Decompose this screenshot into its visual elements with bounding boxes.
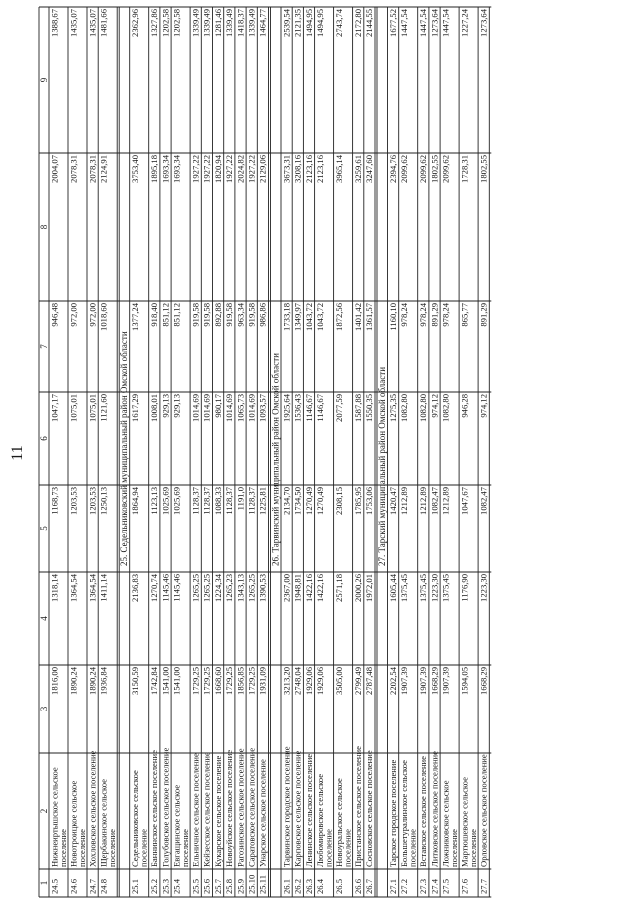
tariff-value: 1128,37: [201, 487, 212, 515]
tariff-value: 1227,24: [459, 9, 470, 37]
tariff-value: 1361,57: [364, 303, 375, 331]
settlement-name: Ленинское сельское поселение: [303, 753, 314, 867]
settlement-name: Новоуйское сельское поселение: [224, 749, 235, 867]
tariff-value: 986,86: [257, 303, 268, 327]
tariff-value: 1168,73: [49, 487, 60, 515]
page-number: 11: [9, 445, 26, 461]
tariff-value: 1364,54: [87, 574, 98, 602]
tariff-value: 1927,22: [190, 155, 201, 183]
tariff-value: 1907,39: [418, 667, 429, 695]
tariff-value: 1390,53: [257, 574, 268, 602]
tariff-value: 1907,39: [440, 667, 451, 695]
tariff-value: 2787,48: [364, 667, 375, 695]
row-number: 26.7: [364, 878, 375, 894]
section-title: 27. Тарский муниципальный район Омской области: [377, 366, 387, 566]
row-number: 25.6: [201, 878, 212, 894]
tariff-value: 1677,52: [387, 9, 398, 37]
settlement-name: Мартюшевское сельское: [459, 777, 470, 867]
tariff-value: 972,00: [68, 303, 79, 327]
row-number: 25.4: [171, 878, 182, 894]
tariff-value: 1160,10: [387, 303, 398, 331]
tariff-value: 1785,95: [353, 487, 363, 515]
row-number: 24.7: [87, 878, 98, 894]
tariff-value: 2134,70: [281, 487, 292, 515]
row-number: 25.2: [149, 878, 160, 894]
tariff-value: 1927,22: [201, 155, 212, 183]
tariff-value: 3150,59: [130, 667, 141, 695]
tariff-value: 3965,14: [334, 155, 344, 183]
tariff-value: 1729,25: [190, 667, 201, 695]
tariff-value: 2121,35: [292, 9, 303, 37]
tariff-value: 1948,81: [292, 574, 303, 602]
tariff-value: 1907,39: [399, 667, 410, 695]
tariff-value: 918,40: [149, 303, 160, 327]
tariff-value: 1375,45: [399, 574, 410, 602]
tariff-value: 2799,49: [353, 667, 363, 695]
tariff-value: 1145,46: [160, 574, 171, 602]
tariff-value: 1734,50: [292, 487, 303, 515]
tariff-value: 1339,49: [224, 9, 235, 37]
tariff-value: 1082,80: [399, 394, 410, 422]
tariff-table: [9, 7, 491, 897]
settlement-name: Евгащинское сельское: [171, 784, 182, 867]
settlement-name: поселение: [180, 829, 191, 867]
column-number: 3: [39, 706, 49, 712]
tariff-value: 2099,62: [440, 155, 451, 183]
row-number: 24.5: [49, 878, 60, 894]
tariff-value: 980,17: [212, 394, 223, 418]
tariff-value: 1605,44: [387, 574, 398, 602]
column-number: 9: [39, 77, 49, 83]
tariff-value: 1123,13: [149, 487, 160, 515]
tariff-value: 1929,06: [303, 667, 314, 695]
tariff-value: 1668,29: [478, 667, 489, 695]
tariff-value: 1273,64: [478, 9, 489, 37]
tariff-value: 1375,45: [440, 574, 451, 602]
tariff-value: 1265,25: [246, 574, 257, 602]
tariff-value: 1668,60: [212, 667, 223, 695]
tariff-value: 1890,24: [68, 667, 79, 695]
settlement-name: поселение: [77, 829, 87, 867]
tariff-value: 865,77: [459, 303, 470, 327]
tariff-value: 891,29: [478, 303, 489, 327]
tariff-value: 1047,17: [49, 394, 60, 422]
tariff-value: 1587,88: [353, 394, 363, 422]
settlement-name: поселение: [407, 829, 418, 867]
row-number: 26.5: [334, 878, 344, 894]
tariff-value: 1047,67: [459, 487, 470, 515]
row-number: 27.6: [459, 878, 470, 894]
tariff-value: 1223,30: [429, 574, 440, 602]
settlement-name: Саратовское сельское поселение: [246, 747, 257, 867]
tariff-value: 2099,62: [418, 155, 429, 183]
row-number: 26.3: [303, 878, 314, 894]
tariff-value: 1018,60: [98, 303, 109, 331]
tariff-value: 1327,86: [149, 9, 160, 37]
section-title: 26. Тарвинский муниципальный район Омской области: [270, 353, 281, 566]
settlement-name: поселение: [342, 829, 353, 867]
settlement-name: Новотроицкое сельское: [68, 780, 79, 867]
table-cells: [39, 8, 489, 894]
settlement-name: Баннинское сельское поселение: [149, 750, 160, 867]
tariff-value: 1377,24: [130, 303, 141, 331]
tariff-value: 3208,16: [292, 155, 303, 183]
tariff-value: 974,12: [478, 394, 489, 418]
tariff-value: 3247,60: [364, 155, 375, 183]
tariff-value: 1728,31: [459, 155, 470, 183]
row-number: 24.6: [68, 878, 79, 894]
tariff-value: 2123,16: [315, 155, 325, 183]
tariff-value: 1594,05: [459, 667, 470, 695]
tariff-value: 1265,23: [224, 574, 235, 602]
tariff-value: 919,58: [224, 303, 235, 327]
tariff-value: 1339,49: [201, 9, 212, 37]
tariff-value: 2123,16: [303, 155, 314, 183]
tariff-value: 929,13: [160, 394, 171, 418]
tariff-value: 1401,42: [353, 303, 363, 331]
tariff-value: 2099,62: [399, 155, 410, 183]
tariff-value: 3673,31: [281, 155, 292, 183]
tariff-value: 1128,37: [224, 487, 235, 515]
tariff-value: 1693,34: [160, 155, 171, 183]
tariff-value: 1128,37: [246, 487, 257, 515]
tariff-value: 3213,20: [281, 667, 292, 695]
settlement-name: Щербакинское сельское: [98, 779, 109, 867]
tariff-value: 2004,07: [49, 155, 60, 183]
settlement-name: поселение: [468, 829, 479, 867]
tariff-value: 1224,34: [212, 574, 223, 602]
tariff-value: 1931,09: [257, 667, 268, 695]
settlement-name: Сосновское сельское поселение: [364, 750, 375, 867]
settlement-name: Тарское городское поселение: [387, 759, 398, 867]
tariff-value: 1435,07: [68, 9, 79, 37]
tariff-value: 3505,00: [334, 667, 344, 695]
tariff-value: 2539,54: [281, 9, 292, 37]
tariff-value: 1972,01: [364, 574, 375, 602]
tariff-value: 1375,45: [418, 574, 429, 602]
tariff-value: 1212,89: [440, 487, 451, 515]
tariff-value: 1176,90: [459, 574, 470, 602]
tariff-value: 1250,13: [98, 487, 109, 515]
settlement-name: Седельниковское сельское: [130, 770, 141, 867]
tariff-value: 1270,49: [315, 487, 325, 515]
tariff-value: 2024,82: [235, 155, 246, 183]
tariff-value: 1890,24: [87, 667, 98, 695]
row-number: 25.11: [257, 874, 268, 894]
tariff-value: 1265,25: [201, 574, 212, 602]
tariff-value: 1043,72: [303, 303, 314, 331]
tariff-value: 1422,16: [303, 574, 314, 602]
tariff-value: 946,28: [459, 394, 470, 418]
tariff-value: 978,24: [440, 303, 451, 327]
tariff-value: 851,12: [171, 303, 182, 327]
tariff-value: 1802,55: [429, 155, 440, 183]
tariff-value: 1733,18: [281, 303, 292, 331]
settlement-name: Ложниковское сельское: [440, 780, 451, 867]
row-number: 26.1: [281, 878, 292, 894]
tariff-value: 3753,40: [130, 155, 141, 183]
tariff-value: 2308,15: [334, 487, 344, 515]
tariff-value: 1265,25: [190, 574, 201, 602]
tariff-value: 2571,18: [334, 574, 344, 602]
row-number: 25.7: [212, 878, 223, 894]
tariff-value: 1339,49: [246, 9, 257, 37]
tariff-value: 1388,67: [49, 9, 60, 37]
row-number: 26.2: [292, 878, 303, 894]
settlement-name: Большетуралинское сельское: [399, 760, 410, 867]
settlement-name: Карповское сельское поселение: [292, 750, 303, 867]
tariff-value: 1318,14: [49, 574, 60, 602]
column-number: 1: [39, 880, 49, 886]
tariff-value: 1411,14: [98, 574, 109, 602]
tariff-value: 1128,37: [190, 487, 201, 515]
tariff-value: 2202,54: [387, 667, 398, 695]
tariff-value: 2748,04: [292, 667, 303, 695]
tariff-value: 1729,25: [224, 667, 235, 695]
tariff-value: 2124,91: [98, 155, 109, 183]
tariff-value: 1281,46: [212, 9, 223, 37]
row-number: 25.8: [224, 878, 235, 894]
tariff-value: 2136,83: [130, 574, 141, 602]
tariff-value: 1494,95: [315, 9, 325, 37]
tariff-value: 1082,47: [478, 487, 489, 515]
settlement-name: Нижнеиртышское сельское: [49, 767, 60, 867]
settlement-name: Литковское сельское поселение: [429, 751, 440, 867]
tariff-value: 2144,55: [364, 9, 375, 37]
tariff-value: 1927,22: [224, 155, 235, 183]
tariff-value: 1925,64: [281, 394, 292, 422]
tariff-value: 1668,29: [429, 667, 440, 695]
column-number: 4: [39, 616, 49, 621]
tariff-value: 1541,00: [171, 667, 182, 695]
tariff-value: 1025,69: [160, 487, 171, 515]
tariff-value: 1075,01: [68, 394, 79, 422]
tariff-value: 1929,06: [315, 667, 325, 695]
row-number: 25.1: [130, 878, 141, 894]
tariff-value: 1339,49: [190, 9, 201, 37]
tariff-value: 2078,31: [68, 155, 79, 183]
settlement-name: поселение: [323, 829, 334, 867]
row-number: 27.1: [387, 878, 398, 894]
tariff-value: 972,00: [87, 303, 98, 327]
tariff-value: 1075,01: [87, 394, 98, 422]
tariff-value: 1088,33: [212, 487, 223, 515]
row-number: 27.4: [429, 878, 440, 894]
tariff-value: 1270,49: [303, 487, 314, 515]
tariff-value: 1541,00: [160, 667, 171, 695]
tariff-value: 1202,58: [160, 9, 171, 37]
tariff-value: 1275,35: [387, 394, 398, 422]
tariff-value: 1082,80: [418, 394, 429, 422]
settlement-name: Кукарское сельское поселение: [212, 755, 223, 867]
tariff-value: 974,12: [429, 394, 440, 418]
tariff-value: 2078,31: [87, 155, 98, 183]
tariff-value: 1494,95: [303, 9, 314, 37]
tariff-value: 919,58: [246, 303, 257, 327]
tariff-value: 891,29: [429, 303, 440, 327]
tariff-value: 1464,77: [257, 9, 268, 37]
tariff-value: 892,88: [212, 303, 223, 327]
tariff-value: 1191,0: [235, 487, 246, 511]
tariff-value: 1617,29: [130, 394, 141, 422]
settlement-name: Хохловское сельское поселение: [87, 750, 98, 867]
tariff-value: 1481,66: [98, 9, 109, 37]
settlement-name: Любомировское сельское: [315, 773, 325, 867]
settlement-name: поселение: [58, 829, 68, 867]
settlement-name: Унарское сельское поселение: [257, 759, 268, 867]
tariff-value: 3259,61: [353, 155, 363, 183]
row-number: 27.7: [478, 878, 489, 894]
tariff-value: 1014,69: [190, 394, 201, 422]
tariff-value: 1065,73: [235, 394, 246, 422]
settlement-name: Рагозинское сельское поселение: [235, 748, 246, 867]
tariff-value: 1202,58: [171, 9, 182, 37]
tariff-value: 1422,16: [315, 574, 325, 602]
tariff-value: 1343,13: [235, 574, 246, 602]
tariff-value: 1014,69: [224, 394, 235, 422]
tariff-value: 1447,54: [440, 9, 451, 37]
settlement-name: Пристанское сельское поселение: [353, 746, 363, 867]
column-number: 6: [39, 436, 49, 441]
tariff-value: 851,12: [160, 303, 171, 327]
tariff-value: 1447,54: [399, 9, 410, 37]
tariff-value: 1856,85: [235, 667, 246, 695]
tariff-value: 1212,89: [418, 487, 429, 515]
tariff-value: 1121,60: [98, 394, 109, 422]
tariff-value: 1802,55: [478, 155, 489, 183]
row-number: 27.5: [440, 878, 451, 894]
settlement-name: Новоуральское сельское: [334, 778, 344, 867]
tariff-value: 1550,35: [364, 394, 375, 422]
tariff-value: 1936,84: [98, 667, 109, 695]
tariff-value: 1742,84: [149, 667, 160, 695]
tariff-value: 1418,37: [235, 9, 246, 37]
tariff-value: 1864,94: [130, 487, 141, 515]
row-number: 26.6: [353, 878, 363, 894]
tariff-value: 978,24: [418, 303, 429, 327]
row-number: 25.9: [235, 878, 246, 894]
settlement-name: Ельничное сельское поселение: [190, 753, 201, 867]
tariff-value: 1212,89: [399, 487, 410, 515]
tariff-value: 2000,26: [353, 574, 363, 602]
tariff-value: 1203,53: [68, 487, 79, 515]
tariff-value: 1203,53: [87, 487, 98, 515]
tariff-value: 1435,07: [87, 9, 98, 37]
settlement-name: Голубовское сельское поселение: [160, 747, 171, 867]
tariff-value: 2394,76: [387, 155, 398, 183]
tariff-value: 2172,80: [353, 9, 363, 37]
tariff-value: 1693,34: [171, 155, 182, 183]
tariff-value: 929,13: [171, 394, 182, 418]
tariff-value: 1820,94: [212, 155, 223, 183]
tariff-value: 1223,30: [478, 574, 489, 602]
tariff-value: 1093,57: [257, 394, 268, 422]
tariff-value: 1895,18: [149, 155, 160, 183]
settlement-name: поселение: [138, 829, 149, 867]
tariff-value: 1014,69: [201, 394, 212, 422]
tariff-value: 1008,01: [149, 394, 160, 422]
tariff-value: 1146,67: [315, 394, 325, 422]
tariff-value: 946,48: [49, 303, 60, 327]
settlement-name: Орловское сельское поселение: [478, 754, 489, 867]
tariff-value: 2367,00: [281, 574, 292, 602]
row-number: 27.2: [399, 878, 410, 894]
section-title: 25. Седельниковский муниципальный район Омской области: [119, 331, 130, 566]
tariff-value: 1753,06: [364, 487, 375, 515]
row-number: 27.3: [418, 878, 429, 894]
tariff-value: 1082,80: [440, 394, 451, 422]
tariff-value: 1816,00: [49, 667, 60, 695]
tariff-value: 1729,25: [201, 667, 212, 695]
tariff-value: 1447,54: [418, 9, 429, 37]
tariff-value: 1270,74: [149, 574, 160, 602]
tariff-value: 963,34: [235, 303, 246, 327]
tariff-value: 1872,56: [334, 303, 344, 331]
tariff-value: 2362,96: [130, 9, 141, 37]
settlement-name: поселение: [449, 829, 460, 867]
column-number: 5: [39, 526, 49, 531]
settlement-name: Вставское сельское поселение: [418, 756, 429, 867]
settlement-name: поселение: [107, 829, 118, 867]
tariff-value: 1014,69: [246, 394, 257, 422]
column-number: 7: [39, 344, 49, 349]
tariff-value: 1225,81: [257, 487, 268, 515]
tariff-value: 1729,25: [246, 667, 257, 695]
column-number: 2: [39, 808, 49, 814]
row-number: 25.5: [190, 878, 201, 894]
tariff-value: 1349,97: [292, 303, 303, 331]
tariff-value: 1364,54: [68, 574, 79, 602]
settlement-name: Тарвинское городское поселение: [281, 746, 292, 867]
tariff-value: 919,58: [201, 303, 212, 327]
tariff-value: 1025,69: [171, 487, 182, 515]
tariff-value: 1927,22: [246, 155, 257, 183]
tariff-value: 1043,72: [315, 303, 325, 331]
tariff-value: 2129,06: [257, 155, 268, 183]
tariff-value: 2077,59: [334, 394, 344, 422]
row-number: 25.3: [160, 878, 171, 894]
column-number: 8: [39, 224, 49, 230]
row-number: 26.4: [315, 878, 325, 894]
tariff-value: 978,24: [399, 303, 410, 327]
settlement-name: Кейзесское сельское поселение: [201, 752, 212, 867]
row-number: 25.10: [246, 874, 257, 894]
tariff-value: 2743,74: [334, 9, 344, 37]
tariff-value: 1145,46: [171, 574, 182, 602]
tariff-value: 1536,43: [292, 394, 303, 422]
tariff-value: 919,58: [190, 303, 201, 327]
tariff-value: 1273,64: [429, 9, 440, 37]
tariff-value: 1420,47: [387, 487, 398, 515]
row-number: 24.8: [98, 878, 109, 894]
tariff-value: 1082,47: [429, 487, 440, 515]
tariff-value: 1146,67: [303, 394, 314, 422]
